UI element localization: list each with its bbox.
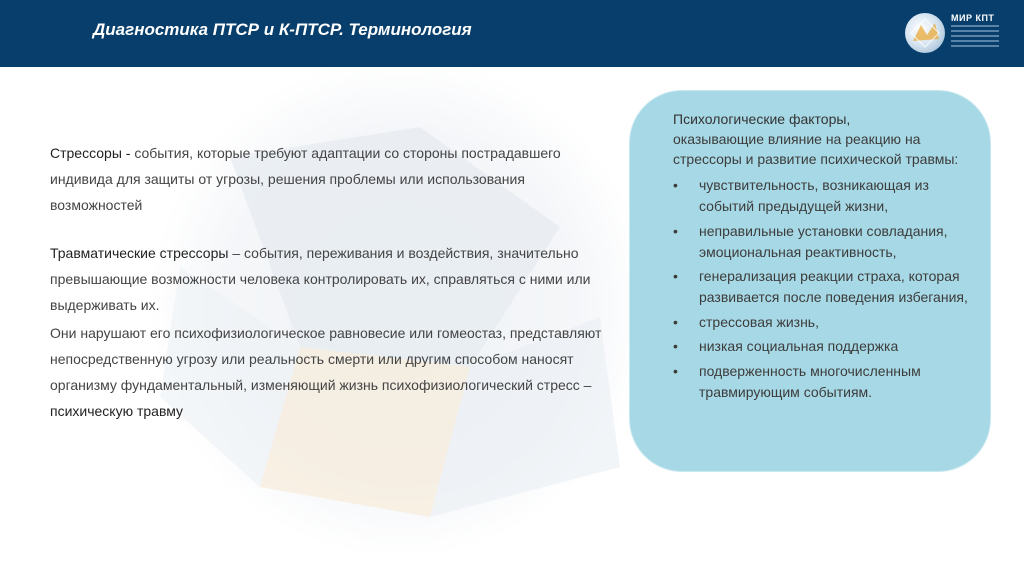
bullet-icon: • [673, 222, 678, 239]
list-item: • неправильные установки совладания, эмоциональная реактивность, [673, 222, 948, 260]
bullet-icon: • [673, 268, 678, 284]
stressors-paragraph [50, 140, 610, 218]
bullet-icon: • [673, 338, 678, 354]
list-item: • подверженность многочисленным травмирующим событиям. [673, 362, 921, 400]
stressors-term: Стрессоры - [50, 145, 135, 161]
traumatic-paragraph [50, 240, 610, 318]
traumatic-term: Травматические стрессоры [50, 245, 229, 261]
globe-logo-icon [905, 13, 945, 53]
factors-panel [630, 91, 990, 471]
list-item: • низкая социальная поддержка [673, 336, 973, 357]
bullet-icon: • [673, 177, 678, 193]
factors-list [673, 175, 973, 403]
panel-subtitle: оказывающие влияние на реакцию на стрессоры и развитие психической травмы: [673, 131, 959, 167]
header-bar [0, 0, 1024, 67]
list-item: • стрессовая жизнь, [673, 312, 973, 333]
effect-text: Они нарушают его психофизиологическое равновесие или гомеостаз, представляют непосредственную угрозу или реальность смерти или другим способом наносят организму фундаментальный, изменяющий жизнь психофизиологический стресс – [50, 325, 602, 393]
logo [903, 10, 1013, 58]
effect-paragraph [50, 320, 610, 424]
list-item: • генерализация реакции страха, которая развивается после поведения избегания, [673, 268, 968, 305]
traumatic-definition: – события, переживания и воздействия, значительно превышающие возможности человека контролировать их, справляться с ними или выдерживать их. [50, 245, 591, 313]
list-item: • чувствительность, возникающая из событий предыдущей жизни, [673, 177, 929, 214]
panel-title: Психологические факторы, [673, 111, 851, 127]
page-title: Диагностика ПТСР и К-ПТСР. Терминология [93, 20, 472, 39]
bullet-icon: • [673, 313, 678, 330]
bullet-icon: • [673, 362, 678, 379]
main-text [50, 140, 610, 424]
logo-text: МИР КПТ [951, 13, 995, 23]
stressors-definition: события, которые требуют адаптации со стороны пострадавшего индивида для защиты от угрозы, решения проблемы или использования возможностей [50, 145, 561, 213]
logo-tagline [951, 25, 999, 50]
psychic-trauma-term: психическую травму [50, 403, 184, 419]
